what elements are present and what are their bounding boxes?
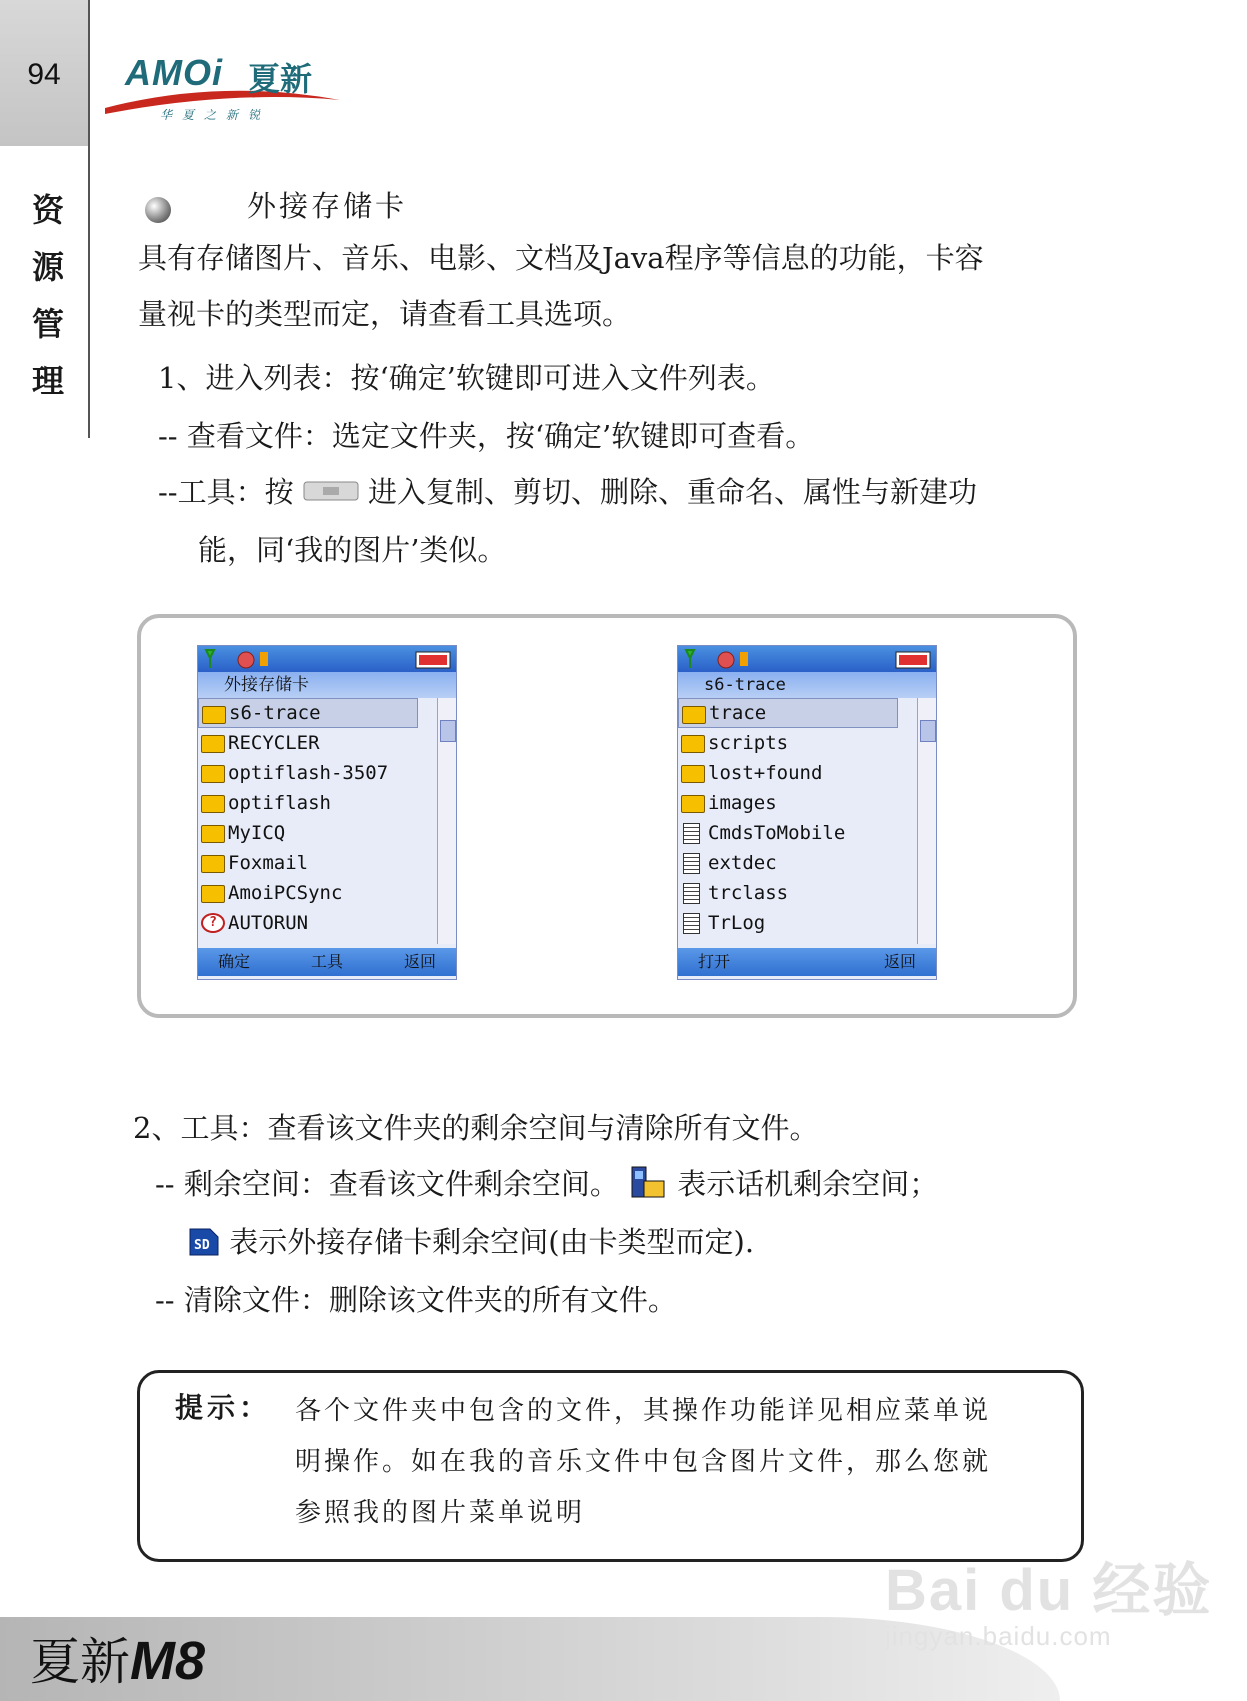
baidu-watermark bbox=[885, 1543, 1212, 1652]
softkey-bar bbox=[198, 948, 456, 976]
list-item[interactable]: ? AUTORUN bbox=[198, 908, 456, 938]
file-icon bbox=[683, 853, 700, 874]
intro-line-2: 量视卡的类型而定，请查看工具选项。 bbox=[138, 297, 632, 331]
file-icon bbox=[683, 913, 700, 934]
header-divider bbox=[88, 0, 90, 438]
folder-icon bbox=[201, 855, 225, 873]
folder-icon bbox=[201, 765, 225, 783]
step-2-free-space-card-text: 表示外接存储卡剩余空间(由卡类型而定). bbox=[229, 1225, 755, 1259]
softkey-open[interactable]: 打开 bbox=[698, 952, 731, 971]
step-1-view-files: -- 查看文件：选定文件夹，按‘确定’软键即可查看。 bbox=[158, 419, 815, 453]
step-2-free-space-text: -- 剩余空间：查看该文件剩余空间。 bbox=[155, 1167, 619, 1201]
list-item[interactable]: images bbox=[678, 788, 936, 818]
footer-brand bbox=[30, 1622, 205, 1694]
folder-icon bbox=[201, 735, 225, 753]
phone-screen-left bbox=[197, 645, 457, 980]
screen-title: 外接存储卡 bbox=[198, 672, 456, 698]
list-item[interactable]: Foxmail bbox=[198, 848, 456, 878]
tip-label: 提示： bbox=[175, 1391, 272, 1424]
list-item[interactable]: RECYCLER bbox=[198, 728, 456, 758]
svg-text:SD: SD bbox=[194, 1237, 210, 1253]
logo-cn: 夏新 bbox=[248, 60, 313, 98]
folder-icon bbox=[202, 706, 226, 724]
list-item[interactable]: optiflash-3507 bbox=[198, 758, 456, 788]
list-item[interactable]: scripts bbox=[678, 728, 936, 758]
file-icon bbox=[683, 883, 700, 904]
side-tab-char: 理 bbox=[31, 362, 64, 400]
list-item[interactable]: CmdsToMobile bbox=[678, 818, 936, 848]
list-item[interactable]: trace bbox=[678, 698, 898, 728]
folder-icon bbox=[682, 706, 706, 724]
step-2-free-space-phone: 表示话机剩余空间； bbox=[677, 1167, 939, 1201]
step-2-clear-files: -- 清除文件：删除该文件夹的所有文件。 bbox=[155, 1283, 677, 1317]
intro-line-1: 具有存储图片、音乐、电影、文档及Java程序等信息的功能，卡容 bbox=[138, 241, 984, 275]
watermark-sub: jingyan.baidu.com bbox=[885, 1621, 1112, 1651]
tip-line-3: 参照我的图片菜单说明 bbox=[295, 1498, 586, 1528]
folder-icon bbox=[201, 885, 225, 903]
footer-brand-cn: 夏新 bbox=[30, 1633, 130, 1691]
signal-icon bbox=[678, 646, 936, 672]
list-item[interactable]: optiflash bbox=[198, 788, 456, 818]
section-title: 外接存储卡 bbox=[247, 189, 408, 223]
menu-key-icon bbox=[303, 477, 359, 511]
softkey-back[interactable]: 返回 bbox=[883, 952, 916, 971]
side-tab-char: 源 bbox=[31, 248, 64, 286]
tip-line-1: 各个文件夹中包含的文件，其操作功能详见相应菜单说 bbox=[295, 1396, 992, 1426]
step-1: 1、进入列表：按‘确定’软键即可进入文件列表。 bbox=[158, 361, 775, 395]
step-1-tools-suffix: 进入复制、剪切、删除、重命名、属性与新建功 bbox=[368, 475, 978, 509]
step-1-tools-cont: 能，同‘我的图片’类似。 bbox=[198, 533, 507, 567]
sd-card-icon bbox=[188, 1225, 220, 1264]
softkey-back[interactable]: 返回 bbox=[403, 952, 436, 971]
status-bar bbox=[198, 646, 456, 672]
file-icon bbox=[683, 823, 700, 844]
signal-icon bbox=[198, 646, 456, 672]
list-item[interactable]: lost+found bbox=[678, 758, 936, 788]
bullet-icon bbox=[145, 197, 171, 223]
folder-icon bbox=[681, 735, 705, 753]
folder-icon bbox=[681, 795, 705, 813]
logo-text: AMOi bbox=[125, 52, 223, 93]
tip-line-2: 明操作。如在我的音乐文件中包含图片文件，那么您就 bbox=[295, 1447, 992, 1477]
step-2: 2、工具：查看该文件夹的剩余空间与清除所有文件。 bbox=[133, 1111, 819, 1145]
step-2-free-space-card bbox=[188, 1220, 754, 1264]
softkey-bar bbox=[678, 948, 936, 976]
scroll-thumb[interactable] bbox=[920, 720, 936, 742]
scrollbar[interactable] bbox=[917, 698, 936, 944]
phone-screen-right bbox=[677, 645, 937, 980]
folder-icon bbox=[201, 825, 225, 843]
list-item[interactable]: trclass bbox=[678, 878, 936, 908]
logo-slogan: 华夏之新锐 bbox=[160, 108, 271, 122]
file-list bbox=[198, 698, 456, 948]
step-1-tools bbox=[158, 470, 977, 511]
list-item[interactable]: TrLog bbox=[678, 908, 936, 938]
side-tab-char: 资 bbox=[31, 191, 64, 229]
folder-icon bbox=[681, 765, 705, 783]
screen-title: s6-trace bbox=[678, 672, 936, 698]
list-item[interactable]: AmoiPCSync bbox=[198, 878, 456, 908]
scrollbar[interactable] bbox=[437, 698, 456, 944]
watermark-main: Bai du 经验 bbox=[885, 1558, 1213, 1623]
folder-icon bbox=[201, 795, 225, 813]
list-item[interactable]: extdec bbox=[678, 848, 936, 878]
phone-memory-icon bbox=[628, 1165, 668, 1208]
softkey-ok[interactable]: 确定 bbox=[218, 952, 251, 971]
side-tab bbox=[28, 182, 68, 410]
softkey-tools[interactable]: 工具 bbox=[310, 952, 343, 971]
page-number: 94 bbox=[27, 58, 61, 91]
list-item[interactable]: MyICQ bbox=[198, 818, 456, 848]
step-2-free-space bbox=[155, 1162, 938, 1208]
status-bar bbox=[678, 646, 936, 672]
file-list bbox=[678, 698, 936, 948]
footer-model: M8 bbox=[130, 1631, 206, 1691]
scroll-thumb[interactable] bbox=[440, 720, 456, 742]
step-1-tools-prefix: --工具：按 bbox=[158, 475, 294, 509]
list-item[interactable]: s6-trace bbox=[198, 698, 418, 728]
side-tab-char: 管 bbox=[31, 305, 64, 343]
help-icon: ? bbox=[201, 913, 225, 933]
